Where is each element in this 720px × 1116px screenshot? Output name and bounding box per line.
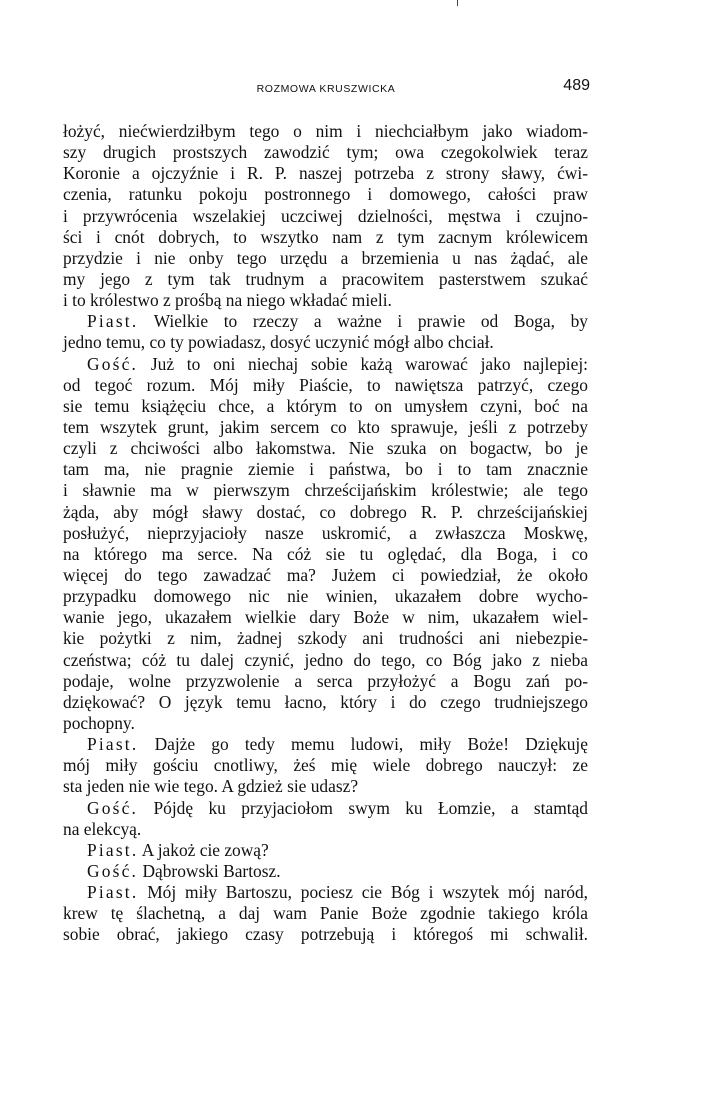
text-line <box>63 206 588 227</box>
line-text: krew tę ślachetną, a daj wam Panie Boże zgodnie takiego króla <box>63 903 588 924</box>
text-line <box>63 311 588 332</box>
text-line <box>63 438 588 459</box>
text-line <box>63 480 588 501</box>
line-text: czenia, ratunku pokoju postronnego i domowego, całości praw <box>63 184 588 205</box>
text-line <box>63 586 588 607</box>
speaker-name: Gość. <box>87 353 139 374</box>
line-text: tem wszytek grunt, jakim sercem co kto sprawuje, jeśli z potrzeby <box>63 416 588 437</box>
text-line <box>63 882 588 903</box>
text-line <box>63 269 588 290</box>
text-line <box>63 502 588 523</box>
text-line <box>63 142 588 163</box>
line-text: sobie obrać, jakiego czasy potrzebują i któregoś mi schwalił. <box>63 924 588 945</box>
line-text: łożyć, niećwierdziłbym tego o nim i niechciałbym jako wiadom- <box>63 121 588 141</box>
text-line <box>63 607 588 628</box>
line-text: podaje, wolne przyzwolenie a serca przyłożyć a Bogu zań po- <box>63 670 588 691</box>
line-text: i sławnie ma w pierwszym chrześcijańskim królestwie; ale tego <box>63 480 588 501</box>
line-text: przydzie i nie onby tego urzędu a brzemienia u nas żądać, ale <box>63 247 588 268</box>
text-line <box>63 734 588 755</box>
text-line <box>63 184 588 205</box>
text-line <box>63 121 588 142</box>
text-line <box>63 650 588 671</box>
text-line <box>63 819 588 840</box>
text-line <box>63 776 588 797</box>
line-text: Mój miły Bartoszu, pociesz cie Bóg i wszytek mój naród, <box>147 882 588 903</box>
line-text: A jakoż cie zową? <box>141 839 269 860</box>
line-text: Dajże go tedy memu ludowi, miły Boże! Dziękuję <box>154 734 588 755</box>
line-text: czeństwa; cóż tu dalej czynić, jedno do tego, co Bóg jako z nieba <box>63 649 588 670</box>
text-line <box>63 332 588 353</box>
text-line <box>63 713 588 734</box>
line-text: pochopny. <box>63 712 135 733</box>
line-text: mój miły gościu cnotliwy, żeś mię wiele dobrego nauczył: ze <box>63 755 588 776</box>
line-text: szy drugich prostszych zawodzić tym; owa czegokolwiek teraz <box>63 142 588 163</box>
body-text <box>63 121 588 945</box>
scan-mark <box>457 0 458 6</box>
text-line <box>63 375 588 396</box>
text-line <box>63 396 588 417</box>
text-line <box>63 290 588 311</box>
line-text: od tegoć rozum. Mój miły Piaście, to nawiętsza patrzyć, czego <box>63 374 588 395</box>
line-text: my jego z tym tak trudnym a pracowitem pasterstwem szukać <box>63 268 588 289</box>
line-text: i to królestwo z prośbą na niego wkładać mieli. <box>63 290 392 311</box>
line-text: posłużyć, nieprzyjacioły nasze uskromić, a zwłaszcza Moskwę, <box>63 522 588 543</box>
text-line <box>63 755 588 776</box>
speaker-name: Piast. <box>87 311 139 332</box>
text-line <box>63 163 588 184</box>
line-text: Wielkie to rzeczy a ważne i prawie od Boga, by <box>153 311 588 332</box>
text-line <box>63 798 588 819</box>
line-text: przypadku domowego nic nie winien, ukazałem dobre wycho- <box>63 586 588 607</box>
line-text: Dąbrowski Bartosz. <box>142 860 281 881</box>
line-text: Pójdę ku przyjaciołom swym ku Łomzie, a stamtąd <box>153 797 588 818</box>
line-text: wanie jego, ukazałem wielkie dary Boże w nim, ukazałem wiel- <box>63 607 588 628</box>
speaker-name: Piast. <box>87 734 139 755</box>
speaker-name: Piast. <box>87 882 139 903</box>
line-text: Koronie a ojczyźnie i R. P. naszej potrzeba z strony sławy, ćwi- <box>63 163 588 184</box>
text-line <box>63 459 588 480</box>
text-line <box>63 692 588 713</box>
line-text: na elekcyą. <box>63 818 142 839</box>
text-line <box>63 227 588 248</box>
line-text: sta jeden nie wie tego. A gdzież sie udasz? <box>63 776 359 797</box>
line-text: i przywrócenia wszelakiej uczciwej dzielności, męstwa i czujno- <box>63 205 588 226</box>
text-line <box>63 840 588 861</box>
line-text: więcej do tego zawadzać ma? Jużem ci powiedział, że około <box>63 564 588 585</box>
text-line <box>63 248 588 269</box>
running-title: ROZMOWA KRUSZWICKA <box>256 83 396 95</box>
speaker-name: Piast. <box>87 839 139 860</box>
speaker-name: Gość. <box>87 797 139 818</box>
page-number: 489 <box>563 77 590 94</box>
speaker-name: Gość. <box>87 860 139 881</box>
line-text: czyli z chciwości albo łakomstwa. Nie szuka on bogactw, bo je <box>63 438 588 459</box>
line-text: sie temu książęciu chce, a którym to on umysłem czyni, boć na <box>63 395 588 416</box>
text-line <box>63 903 588 924</box>
line-text: jedno temu, co ty powiadasz, dosyć uczynić mógł albo chciał. <box>63 332 494 353</box>
line-text: ści i cnót dobrych, to wszytko nam z tym zacnym królewicem <box>63 226 588 247</box>
text-line <box>63 565 588 586</box>
text-line <box>63 354 588 375</box>
line-text: żąda, aby mógł sławy dostać, co dobrego R. P. chrześcijańskiej <box>63 501 588 522</box>
text-line <box>63 417 588 438</box>
text-line <box>63 523 588 544</box>
text-line <box>63 671 588 692</box>
line-text: Już to oni niechaj sobie każą warować jako najlepiej: <box>150 353 588 374</box>
page-header <box>62 79 590 99</box>
line-text: tam ma, nie pragnie ziemie i państwa, bo i to tam znacznie <box>63 459 588 480</box>
line-text: dziękować? O język temu łacno, który i do czego trudniejszego <box>63 691 588 712</box>
text-line <box>63 924 588 945</box>
text-line <box>63 861 588 882</box>
text-line <box>63 628 588 649</box>
text-line <box>63 544 588 565</box>
line-text: kie pożytki z nim, żadnej szkody ani trudności ani niebezpie- <box>63 628 588 649</box>
line-text: na którego ma serce. Na cóż sie tu oględać, dla Boga, i co <box>63 543 588 564</box>
